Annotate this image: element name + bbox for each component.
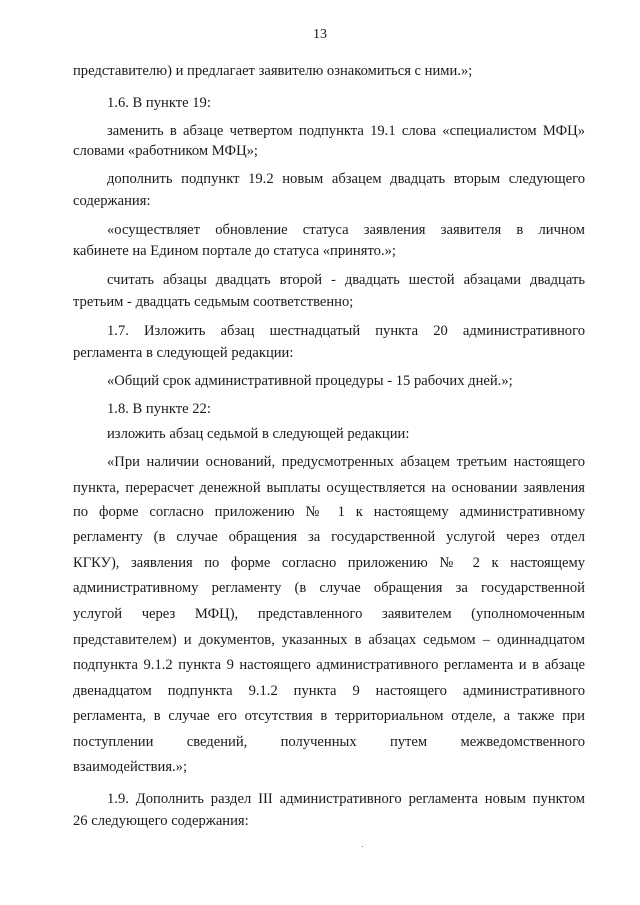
text-line: представителю) и предлагает заявителю ознакомиться с ними.»;: [73, 63, 473, 79]
page-number: 13: [313, 27, 327, 42]
text-line: словами «работником МФЦ»;: [73, 143, 258, 159]
text-line: подпункта 9.1.2 пункта 9 настоящего административного регламента и в абзаце: [73, 657, 585, 673]
text-line: заменить в абзаце четвертом подпункта 19.1 слова «специалистом МФЦ»: [107, 123, 585, 139]
text-line: двенадцатом подпункта 9.1.2 пункта 9 настоящего административного: [73, 683, 585, 699]
text-line: изложить абзац седьмой в следующей редакции:: [107, 426, 410, 442]
text-line: по форме согласно приложению № 1 к настоящему административному: [73, 504, 585, 520]
text-line: содержания:: [73, 193, 151, 209]
text-line: «осуществляет обновление статуса заявления заявителя в личном: [107, 222, 585, 238]
text-line: 1.6. В пункте 19:: [107, 95, 211, 111]
text-line: 26 следующего содержания:: [73, 813, 249, 829]
text-line: регламента в следующей редакции:: [73, 345, 294, 361]
text-line: кабинете на Едином портале до статуса «принято.»;: [73, 243, 396, 259]
text-line: представителем) и документов, указанных в абзацах седьмом – одиннадцатом: [73, 632, 585, 648]
text-line: КГКУ), заявления по форме согласно приложению № 2 к настоящему: [73, 555, 585, 571]
text-line: 1.9. Дополнить раздел III административного регламента новым пунктом: [107, 791, 585, 807]
text-line: третьим - двадцать седьмым соответственно;: [73, 294, 354, 310]
scan-speck: [362, 846, 363, 847]
text-line: «При наличии оснований, предусмотренных абзацем третьим настоящего: [107, 454, 585, 470]
text-line: 1.8. В пункте 22:: [107, 401, 211, 417]
text-line: поступлении сведений, полученных путем межведомственного: [73, 734, 585, 750]
text-line: регламенту (в случае обращения за государственной услугой через отдел: [73, 529, 585, 545]
text-line: регламента, в случае его отсутствия в территориальном отделе, а также при: [73, 708, 585, 724]
text-line: услугой через МФЦ), представленного заявителем (уполномоченным: [73, 606, 585, 622]
text-line: «Общий срок административной процедуры - 15 рабочих дней.»;: [107, 373, 513, 389]
text-line: дополнить подпункт 19.2 новым абзацем двадцать вторым следующего: [107, 171, 585, 187]
text-line: пункта, перерасчет денежной выплаты осуществляется на основании заявления: [73, 480, 585, 496]
text-line: 1.7. Изложить абзац шестнадцатый пункта 20 административного: [107, 323, 585, 339]
text-line: считать абзацы двадцать второй - двадцать шестой абзацами двадцать: [107, 272, 585, 288]
text-line: административному регламенту (в случае обращения за государственной: [73, 580, 585, 596]
text-line: взаимодействия.»;: [73, 759, 188, 775]
